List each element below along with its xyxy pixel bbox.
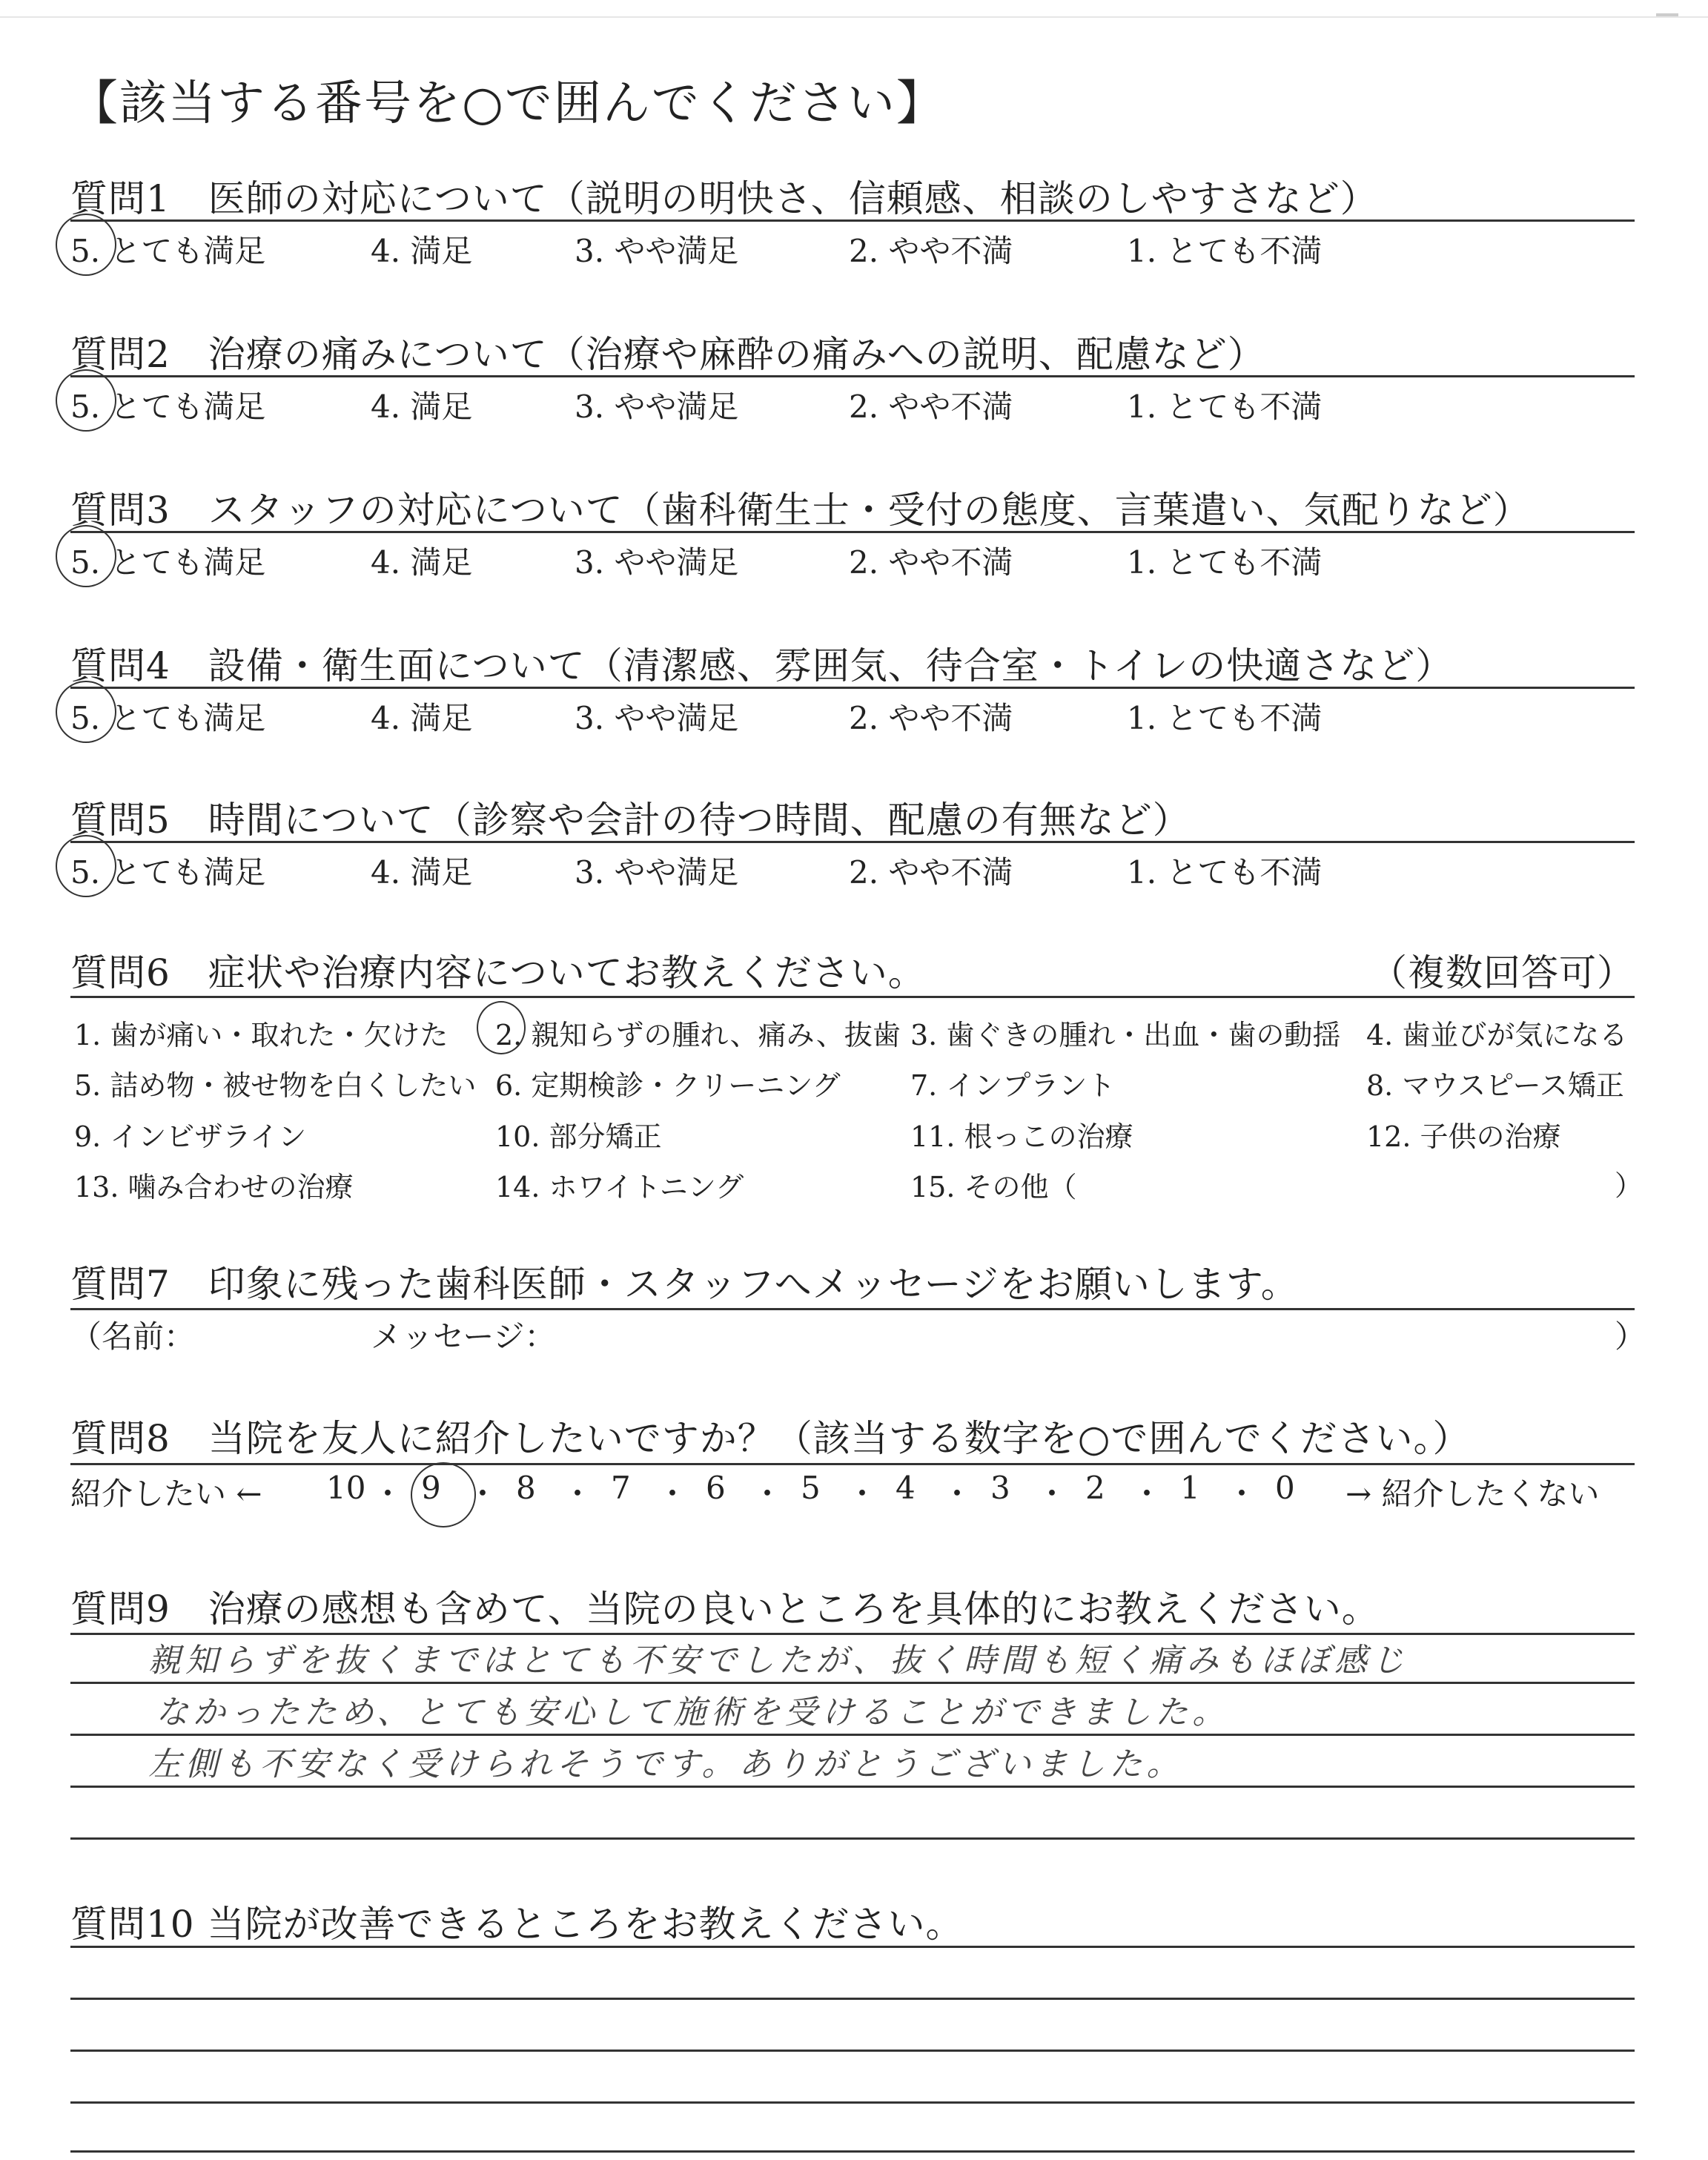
q2-option-4[interactable]: 4. 満足 — [371, 389, 473, 425]
q10-title: 質問10 当院が改善できるところをお教えください。 — [70, 1903, 964, 1946]
scan-top-edge — [0, 16, 1708, 18]
q4-option-3[interactable]: 3. やや満足 — [575, 700, 739, 736]
q1-rule — [70, 219, 1635, 222]
q10-rule-1 — [70, 1946, 1635, 1948]
q2-option-2[interactable]: 2. やや不満 — [849, 389, 1013, 425]
q8-score-9[interactable]: 9 — [421, 1470, 441, 1506]
q7-name-label: （名前： — [70, 1318, 196, 1355]
q8-selection-circle — [411, 1462, 476, 1527]
q2-title: 質問2 治療の痛みについて（治療や麻酔の痛みへの説明、配慮など） — [70, 333, 1265, 376]
q1-option-4[interactable]: 4. 満足 — [371, 233, 473, 269]
q8-score-7[interactable]: 7 — [611, 1470, 631, 1506]
q6-rule — [70, 996, 1635, 998]
q8-score-8[interactable]: 8 — [516, 1470, 536, 1506]
q1-option-3[interactable]: 3. やや満足 — [575, 233, 739, 269]
q2-option-3[interactable]: 3. やや満足 — [575, 389, 739, 425]
q6-option-12[interactable]: 12. 子供の治療 — [1366, 1120, 1561, 1153]
q6-option-3[interactable]: 3. 歯ぐきの腫れ・出血・歯の動揺 — [910, 1019, 1341, 1051]
q8-separator-dot: ・ — [562, 1476, 594, 1512]
q6-option-10[interactable]: 10. 部分矯正 — [495, 1120, 662, 1153]
q5-option-2[interactable]: 2. やや不満 — [849, 854, 1013, 891]
q3-option-3[interactable]: 3. やや満足 — [575, 544, 739, 581]
q6-other-close-paren: ） — [1615, 1169, 1644, 1202]
q6-selection-circle — [477, 1001, 526, 1054]
q8-left-label: 紹介したい ← — [70, 1476, 262, 1512]
q6-option-14[interactable]: 14. ホワイトニング — [495, 1171, 744, 1203]
q3-selection-circle — [56, 525, 116, 587]
q1-option-1[interactable]: 1. とても不満 — [1127, 233, 1323, 269]
q8-score-2[interactable]: 2 — [1085, 1470, 1105, 1506]
q6-option-15[interactable]: 15. その他（ — [910, 1171, 1077, 1203]
q9-answer-line-1: 親知らずを抜くまではとても不安でしたが、抜く時間も短く痛みもほぼ感じ — [148, 1642, 1409, 1680]
q6-option-4[interactable]: 4. 歯並びが気になる — [1366, 1019, 1628, 1051]
q8-separator-dot: ・ — [1036, 1476, 1068, 1512]
q8-score-3[interactable]: 3 — [990, 1470, 1010, 1506]
q7-title: 質問7 印象に残った歯科医師・スタッフへメッセージをお願いします。 — [70, 1263, 1299, 1306]
q5-option-3[interactable]: 3. やや満足 — [575, 854, 739, 891]
q3-rule — [70, 531, 1635, 533]
scan-mark — [1656, 13, 1678, 16]
q3-option-4[interactable]: 4. 満足 — [371, 544, 473, 581]
q8-score-5[interactable]: 5 — [801, 1470, 821, 1506]
q5-rule — [70, 841, 1635, 843]
q4-selection-circle — [56, 681, 116, 743]
q9-rule-3 — [70, 1734, 1635, 1736]
q6-option-2[interactable]: 2. 親知らずの腫れ、痛み、抜歯 — [495, 1019, 901, 1051]
q1-option-2[interactable]: 2. やや不満 — [849, 233, 1013, 269]
q4-rule — [70, 687, 1635, 689]
q9-rule-4 — [70, 1786, 1635, 1788]
q6-option-8[interactable]: 8. マウスピース矯正 — [1366, 1069, 1624, 1102]
instruction-heading: 【該当する番号を○で囲んでください】 — [70, 76, 945, 131]
q8-separator-dot: ・ — [657, 1476, 689, 1512]
q6-option-6[interactable]: 6. 定期検診・クリーニング — [495, 1069, 841, 1102]
q8-rule — [70, 1463, 1635, 1465]
q8-separator-dot: ・ — [847, 1476, 878, 1512]
q4-option-1[interactable]: 1. とても不満 — [1127, 700, 1323, 736]
q5-option-4[interactable]: 4. 満足 — [371, 854, 473, 891]
q2-rule — [70, 375, 1635, 377]
q2-selection-circle — [56, 369, 116, 432]
q8-right-label: → 紹介したくない — [1345, 1476, 1600, 1512]
q8-separator-dot: ・ — [1226, 1476, 1258, 1512]
q2-option-1[interactable]: 1. とても不満 — [1127, 389, 1323, 425]
q5-option-5[interactable]: 5. とても満足 — [70, 854, 266, 891]
q8-score-0[interactable]: 0 — [1275, 1470, 1295, 1506]
q6-option-13[interactable]: 13. 噛み合わせの治療 — [74, 1171, 354, 1203]
q5-title: 質問5 時間について（診察や会計の待つ時間、配慮の有無など） — [70, 799, 1191, 842]
q6-option-9[interactable]: 9. インビザライン — [74, 1120, 307, 1153]
q8-separator-dot: ・ — [372, 1476, 404, 1512]
q8-separator-dot: ・ — [941, 1476, 973, 1512]
q9-rule-2 — [70, 1682, 1635, 1684]
q10-rule-2 — [70, 1998, 1635, 2000]
q8-separator-dot: ・ — [467, 1476, 499, 1512]
q9-title: 質問9 治療の感想も含めて、当院の良いところを具体的にお教えください。 — [70, 1588, 1380, 1631]
q7-rule — [70, 1308, 1635, 1310]
q9-rule-5 — [70, 1837, 1635, 1840]
q10-rule-3 — [70, 2050, 1635, 2052]
q5-selection-circle — [56, 835, 116, 897]
q9-answer-line-3: 左側も不安なく受けられそうです。ありがとうございました。 — [148, 1745, 1184, 1783]
q3-option-2[interactable]: 2. やや不満 — [849, 544, 1013, 581]
q6-title: 質問6 症状や治療内容についてお教えください。 — [70, 951, 926, 994]
q3-option-5[interactable]: 5. とても満足 — [70, 544, 266, 581]
q8-score-10[interactable]: 10 — [326, 1470, 366, 1506]
q8-separator-dot: ・ — [752, 1476, 784, 1512]
q4-option-2[interactable]: 2. やや不満 — [849, 700, 1013, 736]
q5-option-1[interactable]: 1. とても不満 — [1127, 854, 1323, 891]
q6-option-11[interactable]: 11. 根っこの治療 — [910, 1120, 1133, 1153]
q1-selection-circle — [56, 214, 116, 276]
q2-option-5[interactable]: 5. とても満足 — [70, 389, 266, 425]
q8-score-1[interactable]: 1 — [1180, 1470, 1200, 1506]
q8-score-6[interactable]: 6 — [706, 1470, 726, 1506]
q9-answer-line-2: なかったため、とても安心して施術を受けることができました。 — [156, 1694, 1230, 1731]
q1-option-5[interactable]: 5. とても満足 — [70, 233, 266, 269]
q6-multiple-note: （複数回答可） — [1370, 951, 1635, 994]
q3-option-1[interactable]: 1. とても不満 — [1127, 544, 1323, 581]
q4-option-5[interactable]: 5. とても満足 — [70, 700, 266, 736]
q6-option-1[interactable]: 1. 歯が痛い・取れた・欠けた — [74, 1019, 448, 1051]
q4-option-4[interactable]: 4. 満足 — [371, 700, 473, 736]
q7-close-paren: ） — [1615, 1318, 1646, 1355]
q3-title: 質問3 スタッフの対応について（歯科衛生士・受付の態度、言葉遣い、気配りなど） — [70, 489, 1531, 532]
q8-score-4[interactable]: 4 — [896, 1470, 916, 1506]
q10-rule-5 — [70, 2150, 1635, 2153]
q4-title: 質問4 設備・衛生面について（清潔感、雰囲気、待合室・トイレの快適さなど） — [70, 644, 1454, 687]
q1-title: 質問1 医師の対応について（説明の明快さ、信頼感、相談のしやすさなど） — [70, 177, 1378, 220]
q8-separator-dot: ・ — [1131, 1476, 1163, 1512]
q7-message-label: メッセージ： — [371, 1318, 556, 1355]
q10-rule-4 — [70, 2101, 1635, 2104]
q8-title: 質問8 当院を友人に紹介したいですか？（該当する数字を○で囲んでください。） — [70, 1417, 1471, 1460]
q6-option-5[interactable]: 5. 詰め物・被せ物を白くしたい — [74, 1069, 477, 1102]
q6-option-7[interactable]: 7. インプラント — [910, 1069, 1116, 1102]
